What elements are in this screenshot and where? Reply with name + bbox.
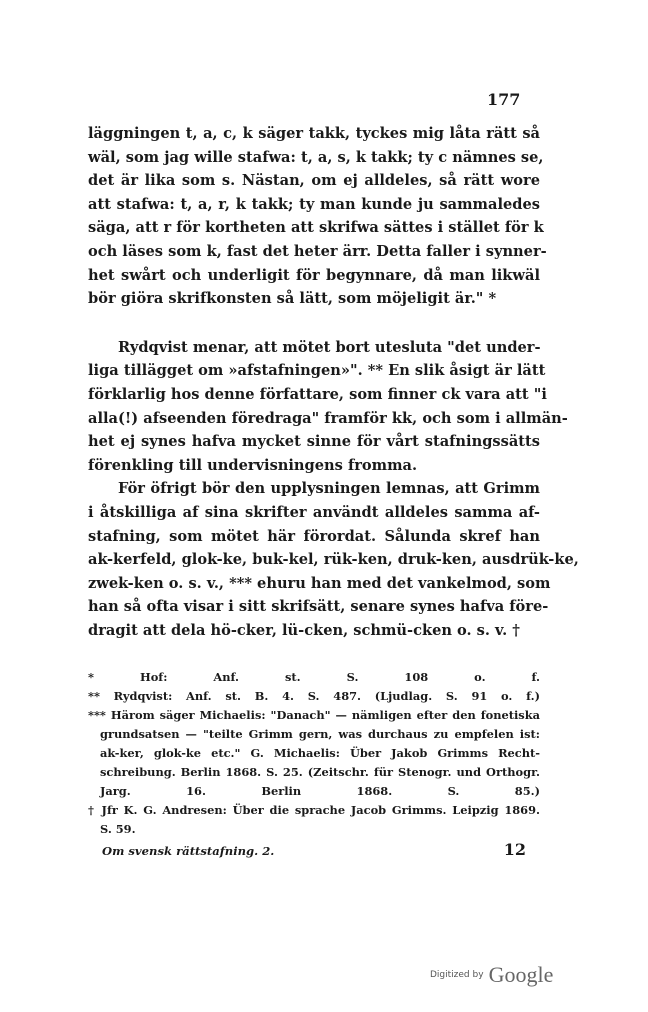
- signature-text: Om svensk rättstafning. 2.: [102, 844, 275, 858]
- footnote-line: † Jfr K. G. Andresen: Über die sprache Jacob Grimms. Leipzig 1869.: [88, 803, 540, 817]
- text-line: zwek-ken o. s. v., *** ehuru han med det vankelmod, som: [88, 574, 551, 592]
- text-line: säga, att r för kortheten att skrifwa sättes i stället för k: [88, 219, 544, 237]
- text-line: het swårt och underligit för begynnare, då man likwäl: [88, 266, 540, 284]
- footnote-line: ** Rydqvist: Anf. st. B. 4. S. 487. (Ljudlag. S. 91 o. f.): [88, 689, 540, 703]
- text-line: liga tillägget om »afstafningen»". ** En slik åsigt är lätt: [88, 362, 546, 380]
- google-watermark: [430, 962, 553, 988]
- text-line: förenkling till undervisningens fromma.: [88, 456, 418, 474]
- text-line: förklarlig hos denne författare, som finner ck vara att "i: [88, 385, 547, 403]
- signature-number: 12: [503, 840, 526, 859]
- footnote-line: ak-ker, glok-ke etc." G. Michaelis: Über Jakob Grimms Recht-: [100, 746, 540, 760]
- signature-line: [102, 840, 526, 859]
- text-line: läggningen t, a, c, k säger takk, tyckes mig låta rätt så: [88, 125, 540, 142]
- text-line: han så ofta visar i sitt skrifsätt, senare synes hafva före-: [88, 598, 549, 616]
- text-line: att stafwa: t, a, r, k takk; ty man kunde ju sammaledes: [88, 195, 540, 213]
- footnote-line: Jarg. 16. Berlin 1868. S. 85.): [100, 784, 540, 798]
- text-line: det är lika som s. Nästan, om ej alldeles, så rätt wore: [88, 172, 540, 190]
- text-line: alla(!) afseenden föredraga" framför kk, och som i allmän-: [88, 409, 568, 427]
- text-line: Rydqvist menar, att mötet bort utesluta "det under-: [118, 338, 541, 356]
- text-line: het ej synes hafva mycket sinne för vårt stafningssätts: [88, 433, 540, 451]
- text-line: stafning, som mötet här förordat. Sålunda skref han: [88, 527, 540, 545]
- text-line: För öfrigt bör den upplysningen lemnas, att Grimm: [118, 480, 540, 498]
- footnote-line: * Hof: Anf. st. S. 108 o. f.: [88, 670, 540, 684]
- text-line: i åtskilliga af sina skrifter användt alldeles samma af-: [88, 503, 540, 521]
- text-line: dragit att dela hö-cker, lü-cken, schmü-cken o. s. v. †: [88, 621, 520, 639]
- google-logo: Google: [488, 962, 554, 987]
- text-line: wäl, som jag wille stafwa: t, a, s, k takk; ty c nämnes se,: [88, 148, 544, 166]
- text-line: och läses som k, fast det heter ärr. Detta faller i synner-: [88, 242, 547, 260]
- paragraph-3: [88, 477, 579, 642]
- paragraph-1: [88, 122, 547, 311]
- paragraph-2: [88, 336, 568, 478]
- watermark-prefix: Digitized by: [430, 970, 484, 980]
- page-number: 177: [487, 90, 521, 109]
- text-line: ak-kerfeld, glok-ke, buk-kel, rük-ken, druk-ken, ausdrük-ke,: [88, 551, 579, 569]
- text-line: bör giöra skrifkonsten så lätt, som möjeligit är." *: [88, 290, 497, 308]
- main-text: [88, 122, 579, 642]
- footnote-line: *** Härom säger Michaelis: "Danach" — nämligen efter den fonetiska: [88, 708, 540, 722]
- footnote-line: S. 59.: [100, 822, 136, 836]
- footnote-line: schreibung. Berlin 1868. S. 25. (Zeitschr. für Stenogr. und Orthogr.: [100, 765, 540, 779]
- footnotes: [88, 668, 540, 839]
- footnote-line: grundsatsen — "teilte Grimm gern, was durchaus zu empfelen ist:: [100, 727, 540, 741]
